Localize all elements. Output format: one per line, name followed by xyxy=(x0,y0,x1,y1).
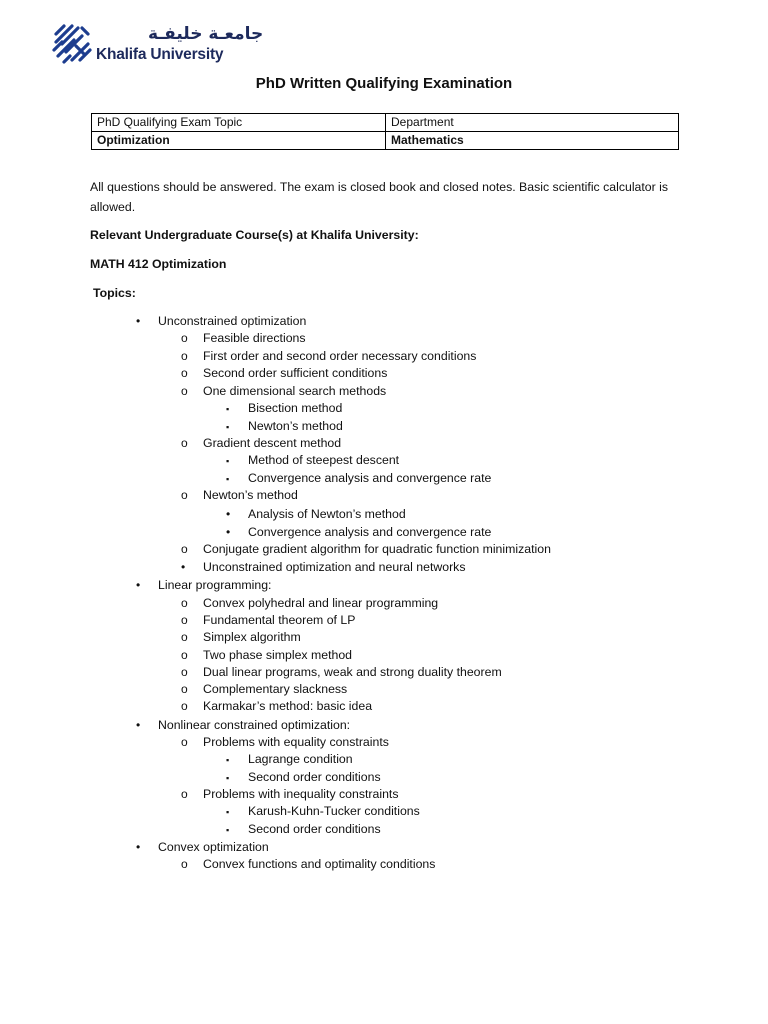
list-item: Unconstrained optimization and neural networks xyxy=(203,560,466,574)
list-bullet: o xyxy=(181,787,188,801)
university-logo xyxy=(52,24,264,68)
list-bullet: o xyxy=(181,542,188,556)
list-item: Lagrange condition xyxy=(248,752,353,766)
list-item: Unconstrained optimization xyxy=(158,314,307,328)
list-bullet: o xyxy=(181,648,188,662)
list-bullet: ▪ xyxy=(226,456,230,466)
list-bullet: o xyxy=(181,366,188,380)
list-item: Analysis of Newton’s method xyxy=(248,507,406,521)
list-item: Problems with inequality constraints xyxy=(203,787,399,801)
list-item: Conjugate gradient algorithm for quadratic function minimization xyxy=(203,542,551,556)
list-item: Nonlinear constrained optimization: xyxy=(158,718,351,732)
list-bullet: • xyxy=(226,525,231,539)
list-item: Problems with equality constraints xyxy=(203,735,389,749)
list-bullet: ▪ xyxy=(226,773,230,783)
list-bullet: o xyxy=(181,436,188,450)
list-item: Convex polyhedral and linear programming xyxy=(203,596,439,610)
list-bullet: • xyxy=(136,578,141,592)
list-bullet: • xyxy=(136,718,141,732)
list-item: Feasible directions xyxy=(203,331,306,345)
list-item: Convergence analysis and convergence rate xyxy=(248,525,492,539)
list-item: Convex optimization xyxy=(158,840,269,854)
department-header-cell: Department xyxy=(386,114,679,132)
list-bullet: o xyxy=(181,384,188,398)
list-item: Newton’s method xyxy=(248,419,343,433)
list-item: Complementary slackness xyxy=(203,682,348,696)
list-bullet: o xyxy=(181,596,188,610)
topic-header-cell: PhD Qualifying Exam Topic xyxy=(92,114,386,132)
list-bullet: ▪ xyxy=(226,807,230,817)
list-bullet: • xyxy=(136,840,141,854)
list-item: Convex functions and optimality conditions xyxy=(203,857,436,871)
exam-info-table xyxy=(91,113,679,150)
list-bullet: o xyxy=(181,682,188,696)
table-row xyxy=(92,132,679,150)
list-bullet: o xyxy=(181,349,188,363)
list-item: Two phase simplex method xyxy=(203,648,353,662)
list-item: Method of steepest descent xyxy=(248,453,400,467)
khalifa-emblem-icon xyxy=(52,24,92,64)
list-bullet: ▪ xyxy=(226,825,230,835)
list-item: Simplex algorithm xyxy=(203,630,301,644)
list-bullet: ▪ xyxy=(226,474,230,484)
list-item: Second order sufficient conditions xyxy=(203,366,388,380)
list-item: Newton’s method xyxy=(203,488,298,502)
list-bullet: • xyxy=(226,507,231,521)
document-title: PhD Written Qualifying Examination xyxy=(255,75,513,92)
list-item: Karush-Kuhn-Tucker conditions xyxy=(248,804,420,818)
list-item: First order and second order necessary conditions xyxy=(203,349,477,363)
list-item: Bisection method xyxy=(248,401,343,415)
list-item: Linear programming: xyxy=(158,578,272,592)
list-bullet: o xyxy=(181,857,188,871)
topic-value-cell: Optimization xyxy=(92,132,386,150)
list-bullet: • xyxy=(181,560,186,574)
relevant-courses-heading: Relevant Undergraduate Course(s) at Khalifa University: xyxy=(90,228,419,242)
list-bullet: o xyxy=(181,331,188,345)
list-item: One dimensional search methods xyxy=(203,384,387,398)
list-bullet: ▪ xyxy=(226,755,230,765)
list-item: Second order conditions xyxy=(248,770,381,784)
course-name: MATH 412 Optimization xyxy=(90,257,227,271)
list-item: Gradient descent method xyxy=(203,436,342,450)
list-item: Convergence analysis and convergence rate xyxy=(248,471,492,485)
instructions-paragraph: All questions should be answered. The exam is closed book and closed notes. Basic scientific calculator is allowed. xyxy=(90,180,669,214)
list-bullet: o xyxy=(181,735,188,749)
list-item: Dual linear programs, weak and strong duality theorem xyxy=(203,665,502,679)
logo-english-text: Khalifa University xyxy=(96,46,224,63)
list-bullet: o xyxy=(181,699,188,713)
list-bullet: ▪ xyxy=(226,404,230,414)
list-bullet: ▪ xyxy=(226,422,230,432)
list-bullet: • xyxy=(136,314,141,328)
topics-heading: Topics: xyxy=(93,286,136,300)
list-item: Fundamental theorem of LP xyxy=(203,613,356,627)
department-value-cell: Mathematics xyxy=(386,132,679,150)
list-bullet: o xyxy=(181,665,188,679)
list-bullet: o xyxy=(181,488,188,502)
table-row xyxy=(92,114,679,132)
list-bullet: o xyxy=(181,630,188,644)
list-item: Karmakar’s method: basic idea xyxy=(203,699,373,713)
logo-arabic-text: جامعـة خليفـة xyxy=(148,24,264,44)
list-bullet: o xyxy=(181,613,188,627)
list-item: Second order conditions xyxy=(248,822,381,836)
